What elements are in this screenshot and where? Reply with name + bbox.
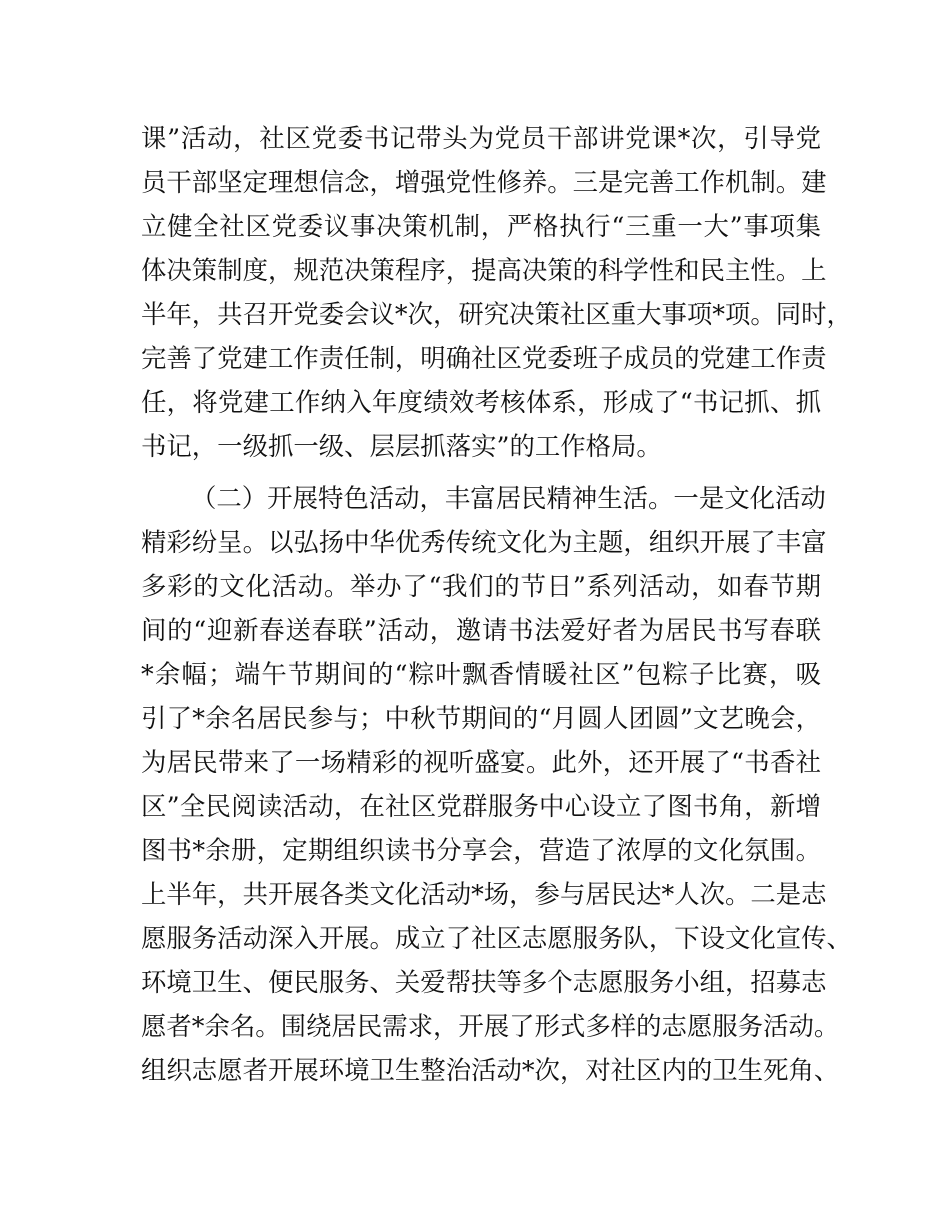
text-line: 书记，一级抓一级、层层抓落实”的工作格局。 <box>141 431 662 461</box>
text-line: 图书*余册，定期组织读书分享会，营造了浓厚的文化氛围。 <box>141 835 821 865</box>
text-line: 间的“迎新春送春联”活动，邀请书法爱好者为居民书写春联 <box>141 615 821 645</box>
text-line: 完善了党建工作责任制，明确社区党委班子成员的党建工作责 <box>141 343 827 373</box>
section-heading-line: （二）开展特色活动，丰富居民精神生活。一是文化活动 <box>191 483 826 513</box>
text-line: 环境卫生、便民服务、关爱帮扶等多个志愿服务小组，招募志 <box>141 967 827 997</box>
text-line: 愿服务活动深入开展。成立了社区志愿服务队，下设文化宣传、 <box>141 923 852 953</box>
text-line: *余幅；端午节期间的“粽叶飘香情暖社区”包粽子比赛，吸 <box>141 659 821 689</box>
text-line: 上半年，共开展各类文化活动*场，参与居民达*人次。二是志 <box>141 879 827 909</box>
text-line: 组织志愿者开展环境卫生整治活动*次，对社区内的卫生死角、 <box>141 1055 840 1085</box>
text-line: 引了*余名居民参与；中秋节期间的“月圆人团圆”文艺晚会， <box>141 703 821 733</box>
text-line: 任，将党建工作纳入年度绩效考核体系，形成了“书记抓、抓 <box>141 387 821 417</box>
text-line: 区”全民阅读活动，在社区党群服务中心设立了图书角，新增 <box>141 791 821 821</box>
text-line: 精彩纷呈。以弘扬中华优秀传统文化为主题，组织开展了丰富 <box>141 527 827 557</box>
text-line: 课”活动，社区党委书记带头为党员干部讲党课*次，引导党 <box>141 123 821 153</box>
text-line: 立健全社区党委议事决策机制，严格执行“三重一大”事项集 <box>141 211 821 241</box>
text-line: 体决策制度，规范决策程序，提高决策的科学性和民主性。上 <box>141 255 827 285</box>
text-line: 愿者*余名。围绕居民需求，开展了形式多样的志愿服务活动。 <box>141 1011 840 1041</box>
text-line: 多彩的文化活动。举办了“我们的节日”系列活动，如春节期 <box>141 571 821 601</box>
text-line: 员干部坚定理想信念，增强党性修养。三是完善工作机制。建 <box>141 167 827 197</box>
text-line: 半年，共召开党委会议*次，研究决策社区重大事项*项。同时， <box>141 299 852 329</box>
text-line: 为居民带来了一场精彩的视听盛宴。此外，还开展了“书香社 <box>141 747 821 777</box>
